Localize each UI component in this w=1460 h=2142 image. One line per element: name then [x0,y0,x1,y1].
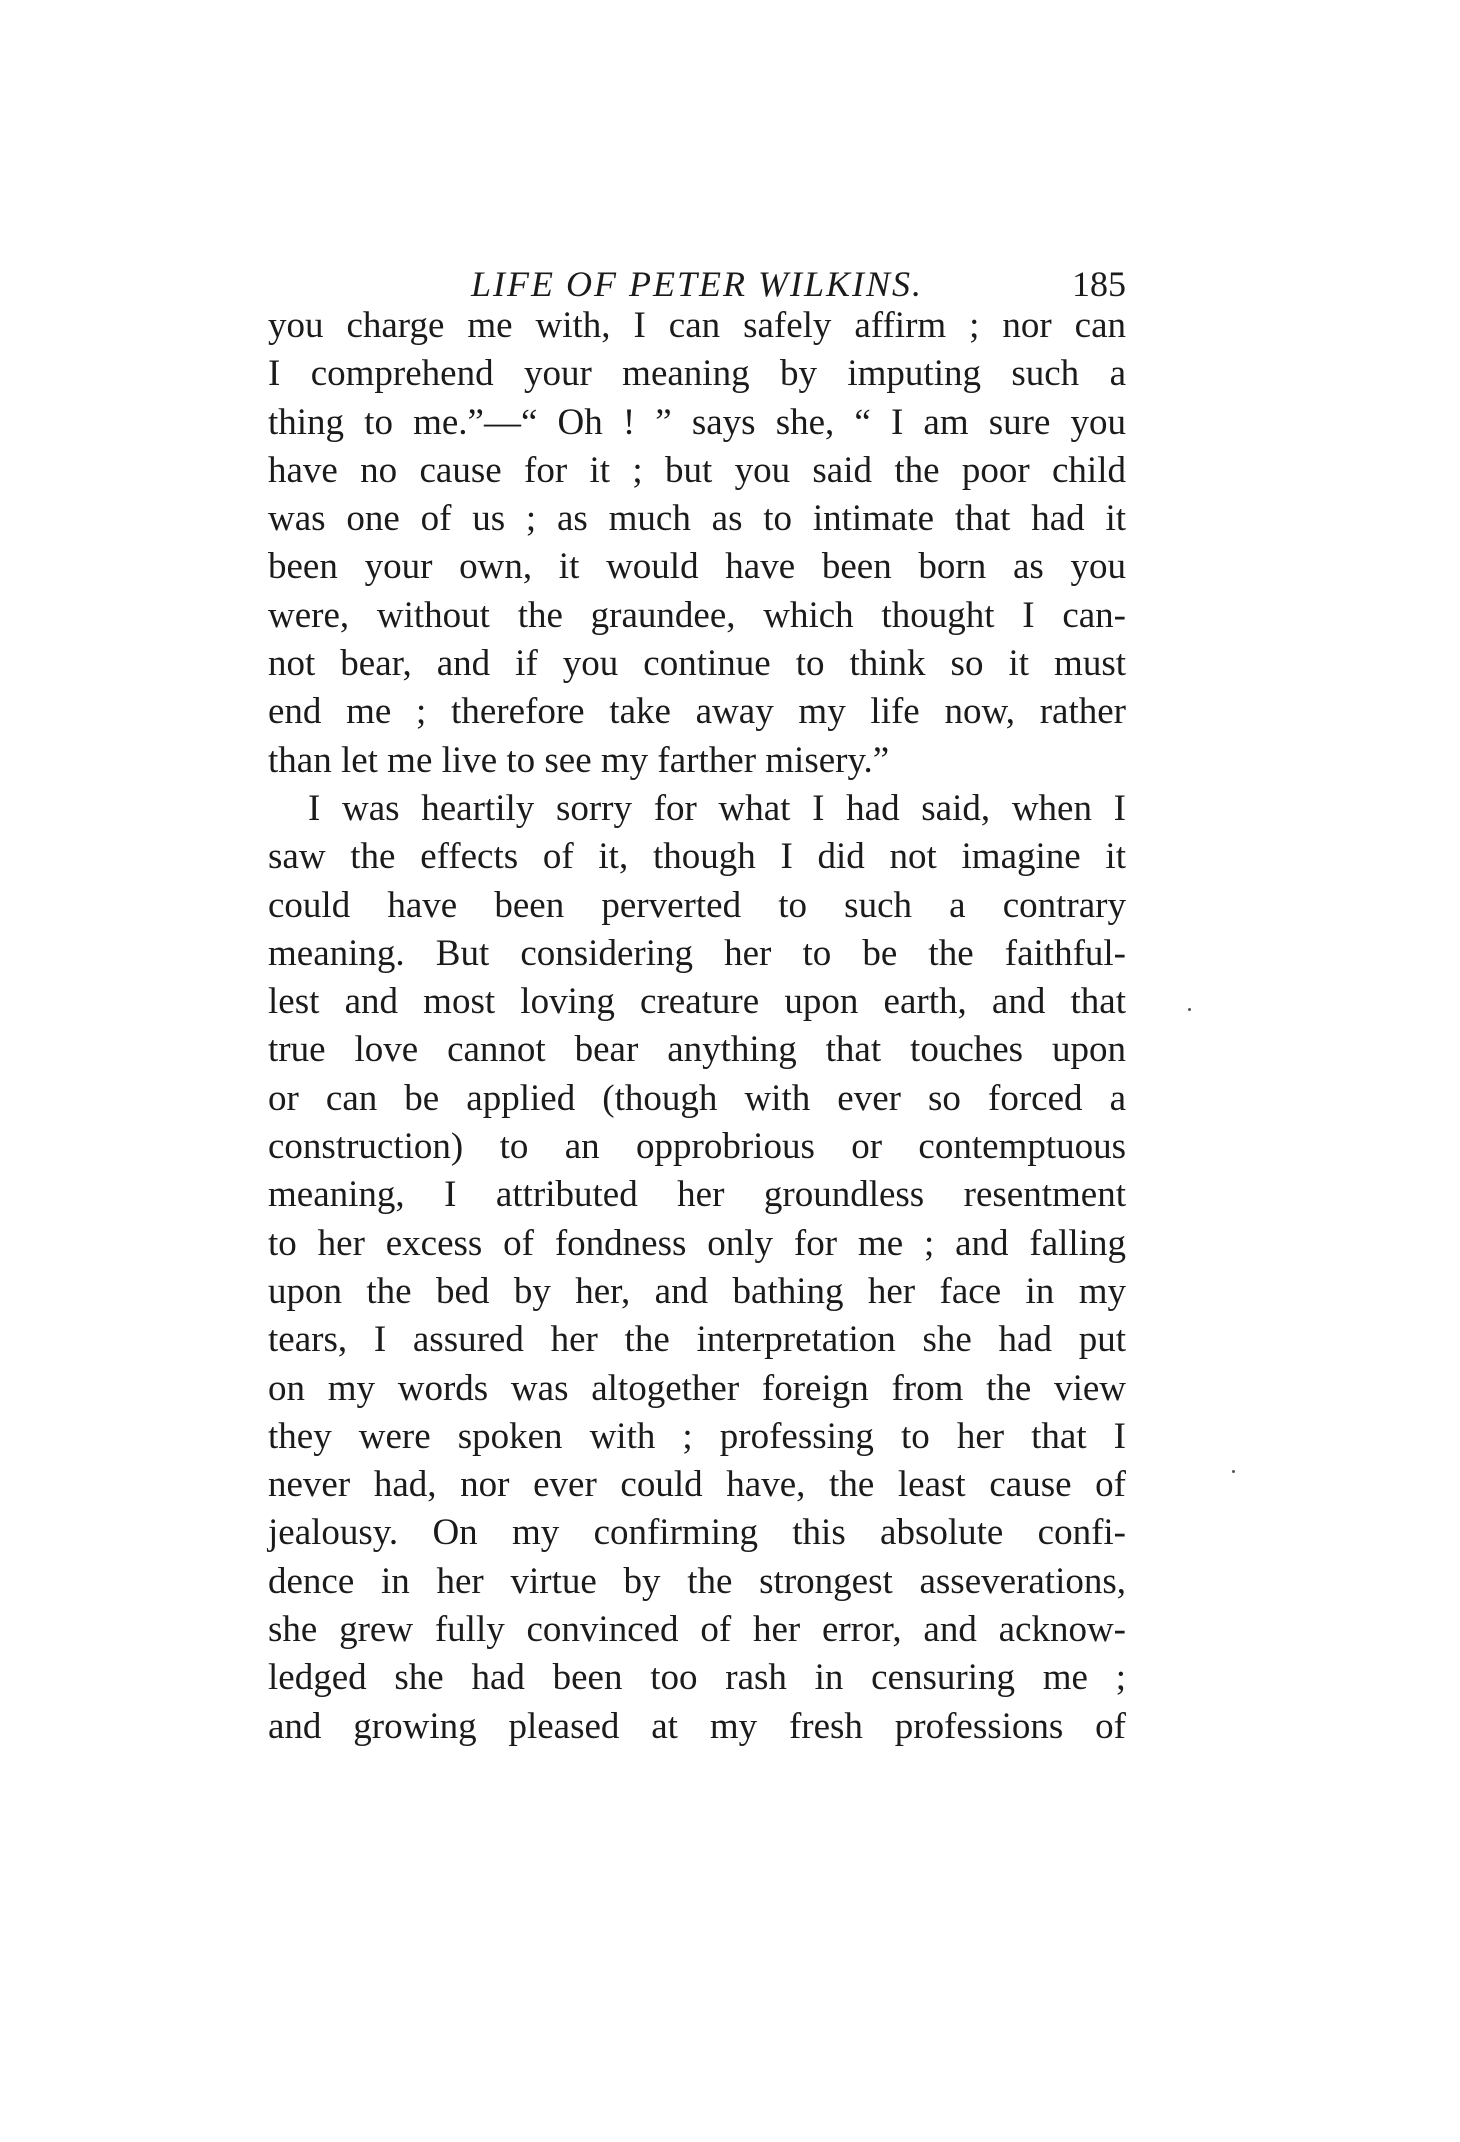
text-line-paragraph-start: I was heartily sorry for what I had said, when I [308,787,1126,829]
text-line: been your own, it would have been born as you [268,546,1126,588]
body-text [268,302,1126,1751]
text-line: saw the effects of it, though I did not imagine it [268,836,1126,878]
text-line: meaning, I attributed her groundless resentment [268,1174,1126,1216]
text-line: they were spoken with ; professing to her that I [268,1415,1126,1457]
text-line: jealousy. On my confirming this absolute confi- [268,1512,1126,1554]
running-title: LIFE OF PETER WILKINS. [471,264,923,304]
text-line: end me ; therefore take away my life now, rather [268,691,1126,733]
text-line: was one of us ; as much as to intimate that had it [268,498,1126,540]
text-line-paragraph-end: than let me live to see my farther misery.” [268,739,890,781]
text-line: were, without the graundee, which thought I can- [268,594,1126,636]
text-line: not bear, and if you continue to think so it must [268,643,1126,685]
text-line: meaning. But considering her to be the faithful- [268,932,1126,974]
text-line: you charge me with, I can safely affirm ; nor can [268,305,1126,346]
text-line: on my words was altogether foreign from the view [268,1367,1126,1409]
text-line: have no cause for it ; but you said the poor child [268,449,1126,491]
print-speck [1232,1470,1235,1473]
text-line: never had, nor ever could have, the least cause of [268,1464,1126,1506]
text-line: dence in her virtue by the strongest asseverations, [268,1560,1126,1602]
text-line: construction) to an opprobrious or contemptuous [268,1126,1126,1168]
page-number: 185 [1072,264,1126,304]
text-line: I comprehend your meaning by imputing such a [268,353,1126,395]
text-line: or can be applied (though with ever so forced a [268,1077,1126,1119]
text-line: she grew fully convinced of her error, and acknow- [268,1609,1126,1651]
text-line: tears, I assured her the interpretation she had put [268,1319,1126,1361]
text-line: and growing pleased at my fresh professions of [268,1705,1126,1747]
text-line: could have been perverted to such a contrary [268,884,1126,926]
text-line: true love cannot bear anything that touches upon [268,1029,1126,1071]
print-speck [1188,1008,1191,1011]
text-line: upon the bed by her, and bathing her face in my [268,1270,1126,1312]
text-line: lest and most loving creature upon earth, and that [268,981,1126,1023]
text-line: thing to me.”—“ Oh ! ” says she, “ I am sure you [268,401,1126,443]
text-line: to her excess of fondness only for me ; and falling [268,1222,1126,1264]
text-line: ledged she had been too rash in censuring me ; [268,1657,1126,1699]
